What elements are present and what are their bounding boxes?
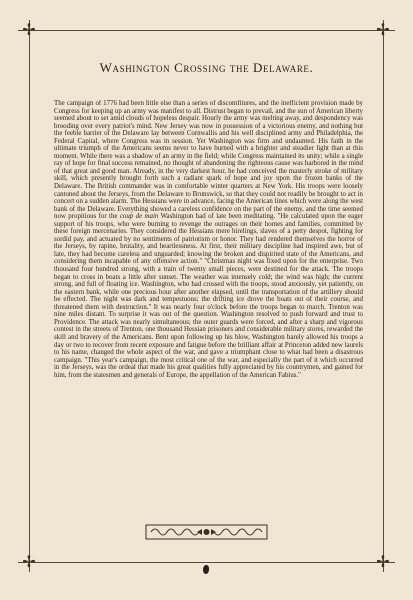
ink-smudge — [203, 565, 209, 574]
body-text-italic: coup de main — [119, 213, 159, 221]
page-title: Washington Crossing the Delaware. — [99, 60, 314, 75]
frame-top-line — [18, 30, 395, 31]
body-text — [54, 100, 363, 514]
frame-bottom-line — [18, 562, 395, 563]
body-text-part: The campaign of 1776 had been little else than a series of discomfitures, and the inefficient provision made by Congress for keeping up an army was manifest to all. Distrust began to prevail, and the sun of American liberty seemed about to set amid clouds of hopeless despair. Hourly the army was melting away, and despondency was brooding over every patriot's mind. New Jersey was now in possession of a victorious enemy, and nothing but the feeble barrier of the Delaware lay between Cornwallis and his well disciplined army and Philadelphia, the Federal Capital, where Congress was in session. Yet Washington was firm and undaunted. His faith in the ultimate triumph of the Americans seems never to have burned with a brighter and steadier light than at this moment. While there was a shadow of an army in the field; while Congress maintained its unity; while a single ray of hope for final success remained, no thought of abandoning the righteous cause was harbored in the mind of that great and good man. Already, in the very darkest hour, he had conceived the masterly stroke of military skill, which presently brought forth such a radiant spark of hope and joy upon the frozen banks of the Delaware. The British commander was in comfortable winter quarters at New York. His troops were loosely cantoned about the Jerseys, from the Delaware to Brunswick, so that they could not readily be brought to act in concert on a sudden alarm. The Hessians were in advance, facing the American lines which were along the west bank of the Delaware. Everything showed a careless confidence on the part of the enemy, and the time seemed now propitious for the — [54, 100, 363, 221]
decorative-ornament-icon — [145, 524, 268, 540]
corner-ornament-icon: ✢ — [376, 552, 390, 571]
corner-ornament-icon: ✢ — [22, 20, 36, 39]
corner-ornament-icon: ✢ — [376, 20, 390, 39]
corner-ornament-icon: ✢ — [22, 552, 36, 571]
body-text-part: Washington had of late been meditating. "He calculated upon the eager support of his troops, who were burning to revenge the outrages on their homes and families, committed by these foreign mercenaries. They considered the Hessians mere hirelings, slaves of a petty despot, fighting for sordid pay, and actuated by no sentiments of patriotism or honor. They had rendered themselves the horror of the Jerseys, by rapine, brutality, and heartlessness. At first, their military discipline had inspired awe, but of late, they had become careless and unguarded; knowing the broken and dispirited state of the Americans, and considering them incapable of any offensive action." "Christmas night was fixed upon for the enterprise. Two thousand four hundred strong, with a train of twenty small pieces, were destined for the attack. The troops began to cross in boats a little after sunset. The weather was intensely cold; the wind was high; the current strong, and full of floating ice. Washington, who had crossed with the troops, stood anxiously, yet patiently, on the eastern bank, while one precious hour after another elapsed, until the transportation of the artillery should be effected. The night was dark and tempestuous; the drifting ice drove the boats out of their course, and threatened them with destruction." It was nearly four o'clock before the troops began to march. Trenton was nine miles distant. To surprise it was out of the question. Washington resolved to push forward and trust to Providence. The attack was nearly simultaneous; the outer guards were forced, and after a sharp and vigorous contest in the streets of Trenton, one thousand Hessian prisoners and considerable military stores, rewarded the skill and bravery of the Americans. Bent upon following up his blow, Washington barely allowed his troops a day or two to recover from recent exposure and fatigue before the brilliant affair at Princeton added new laurels to his name, changed the whole aspect of the war, and gave a triumphant close to what had been a disastrous campaign. "This year's campaign, the most critical one of the war, and especially the part of it which occurred in the Jerseys, was the ordeal that made his great qualities fully appreciated by his countrymen, and gained for him, from the statesmen and generals of Europe, the appellation of the American Fabius." — [54, 213, 363, 379]
frame-right-line — [383, 20, 384, 572]
frame-left-line — [29, 20, 30, 572]
